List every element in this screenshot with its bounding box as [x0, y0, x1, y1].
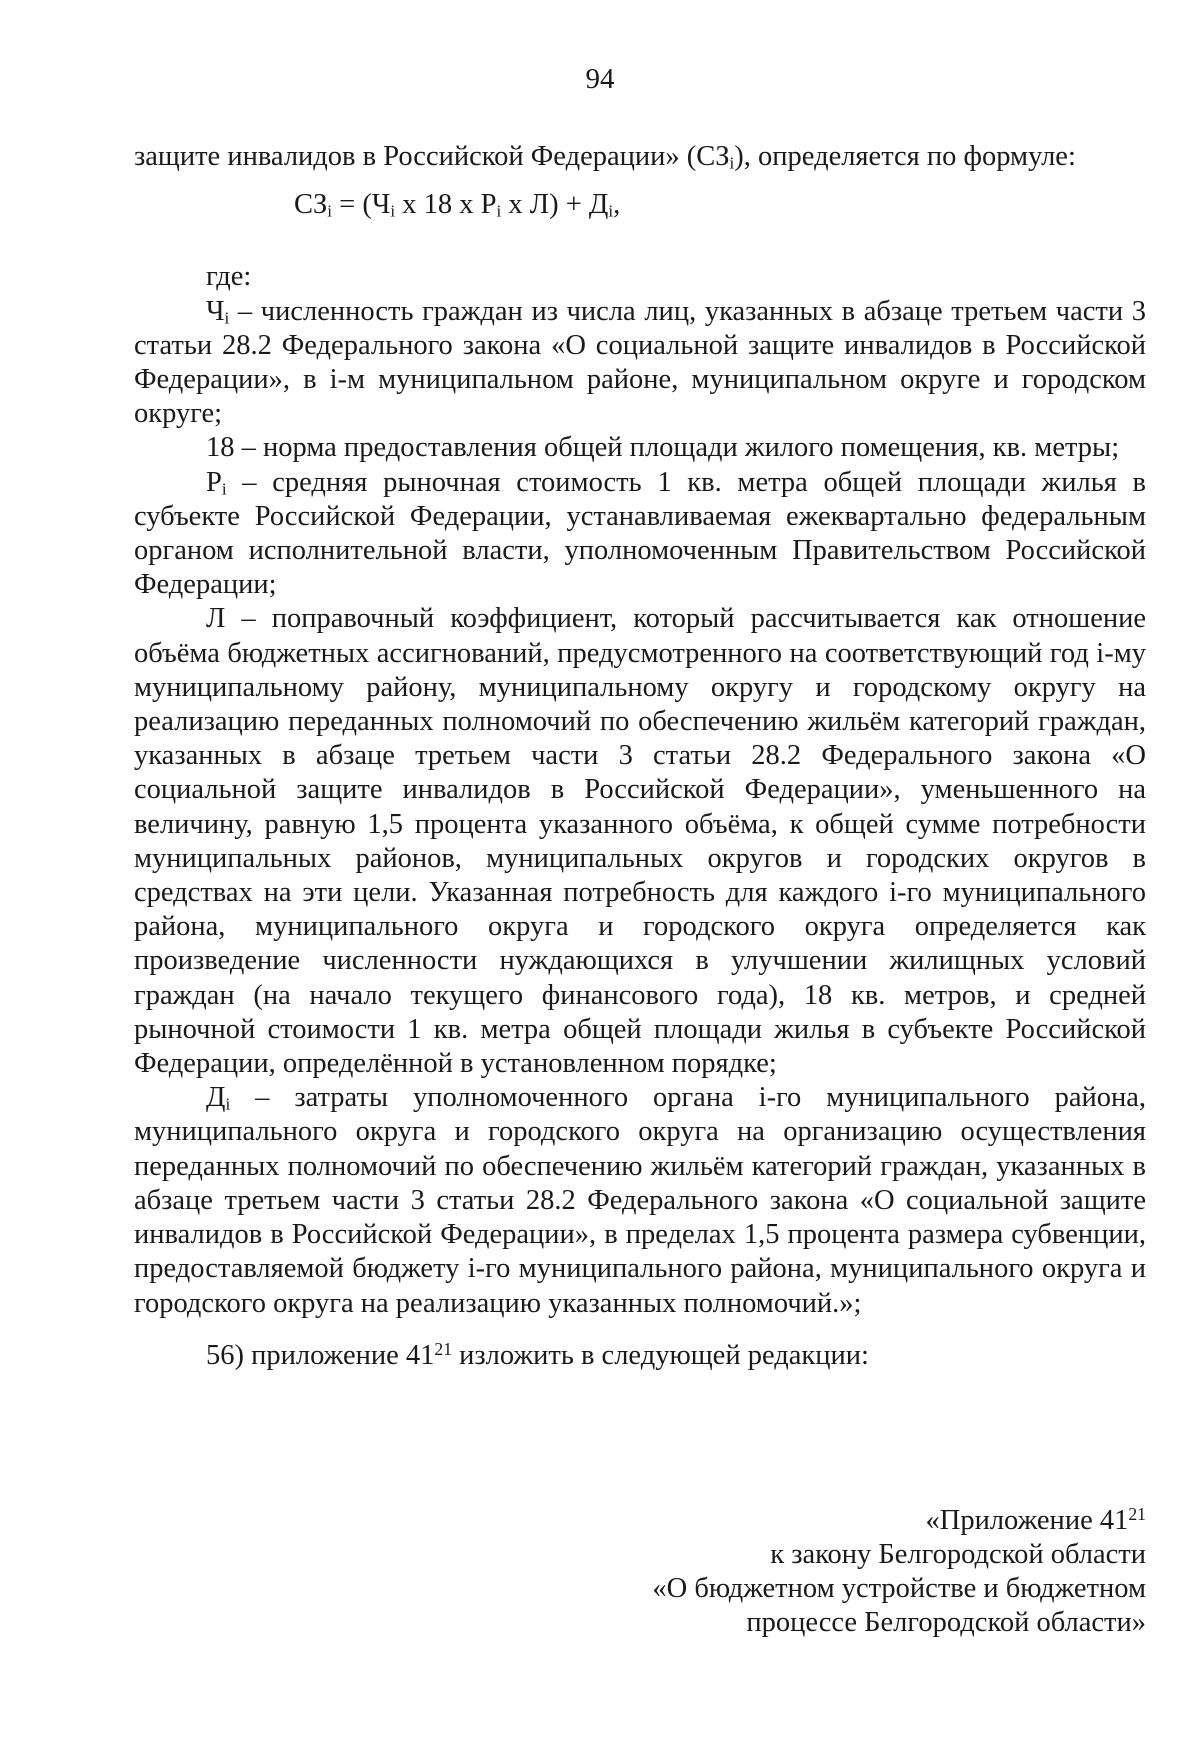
definition-d	[134, 1081, 1146, 1320]
item-56-text-end: изложить в следующей редакции:	[452, 1339, 869, 1371]
formula-part: ,	[613, 189, 621, 221]
appendix-line-2: к закону Белгородской области	[770, 1539, 1146, 1570]
item-56-superscript: 21	[434, 1338, 453, 1359]
where-label: где:	[206, 261, 252, 293]
definition-text: – затраты уполномоченного органа i-го муниципального района, муниципального округа и городского округа на организацию осуществления переданных полномочий по обеспечению жильём категорий граждан, указанных в абзаце третьем части 3 статьи 28.2 Федерального закона «О социальной защите инвалидов в Российской Федерации», в пределах 1,5 процента размера субвенции, предоставляемой бюджету i-го муниципального района, муниципального округа и городского округа на реализацию указанных полномочий.»;	[134, 1082, 1146, 1319]
appendix-superscript: 21	[1128, 1504, 1146, 1525]
formula-part: х 18 х Р	[395, 189, 497, 221]
appendix-line-3: «О бюджетном устройстве и бюджетном	[652, 1573, 1146, 1604]
definition-text: – средняя рыночная стоимость 1 кв. метра общей площади жилья в субъекте Российской Федерации, устанавливаемая ежеквартально федеральным органом исполнительной власти, уполномоченным Правительством Российской Федерации;	[134, 466, 1146, 601]
intro-paragraph	[134, 140, 1146, 174]
definition-symbol: Ч	[206, 295, 225, 327]
formula-subscript: i	[496, 201, 502, 221]
document-body	[134, 140, 1146, 1373]
formula-subscript: i	[390, 201, 396, 221]
formula-subscript: i	[327, 201, 333, 221]
item-56-text: 56) приложение 41	[206, 1339, 435, 1371]
intro-text-end: ), определяется по формуле:	[734, 141, 1076, 172]
definition-subscript: i	[225, 1094, 231, 1114]
intro-text: защите инвалидов в Российской Федерации» (СЗ	[134, 141, 730, 172]
definition-subscript: i	[221, 479, 227, 499]
appendix-line-4: процессе Белгородской области»	[746, 1607, 1146, 1638]
formula-part: х Л) + Д	[501, 189, 609, 221]
formula	[134, 188, 1146, 222]
appendix-title: «Приложение 41	[925, 1505, 1129, 1536]
intro-subscript: i	[729, 153, 735, 173]
formula-part: СЗ	[294, 189, 328, 221]
definition-r	[134, 466, 1146, 603]
item-56	[134, 1339, 1146, 1373]
appendix-heading	[546, 1504, 1146, 1640]
appendix-line-1	[546, 1504, 1146, 1538]
definition-subscript: i	[224, 308, 230, 328]
definition-text: – численность граждан из числа лиц, указанных в абзаце третьем части 3 статьи 28.2 Федерального закона «О социальной защите инвалидов в Российской Федерации», в i-м муниципальном районе, муниципальном округе и городском округе;	[134, 295, 1146, 430]
formula-part: = (Ч	[332, 189, 391, 221]
definition-18: 18 – норма предоставления общей площади жилого помещения, кв. метры;	[206, 432, 1120, 464]
definition-ch	[134, 295, 1146, 432]
formula-subscript: i	[608, 201, 614, 221]
definition-l: Л – поправочный коэффициент, который рассчитывается как отношение объёма бюджетных ассигнований, предусмотренного на соответствующий год i-му муниципальному району, муниципальному округу и городскому округу на реализацию переданных полномочий по обеспечению жильём категорий граждан, указанных в абзаце третьем части 3 статьи 28.2 Федерального закона «О социальной защите инвалидов в Российской Федерации», уменьшенного на величину, равную 1,5 процента указанного объёма, к общей сумме потребности муниципальных районов, муниципальных округов и городских округов в средствах на эти цели. Указанная потребность для каждого i-го муниципального района, муниципального округа и городского округа определяется как произведение численности нуждающихся в улучшении жилищных условий граждан (на начало текущего финансового года), 18 кв. метров, и средней рыночной стоимости 1 кв. метра общей площади жилья в субъекте Российской Федерации, определённой в установленном порядке;	[134, 603, 1146, 1080]
definition-symbol: Р	[206, 466, 222, 498]
definition-symbol: Д	[206, 1082, 226, 1114]
page-number: 94	[585, 63, 615, 95]
